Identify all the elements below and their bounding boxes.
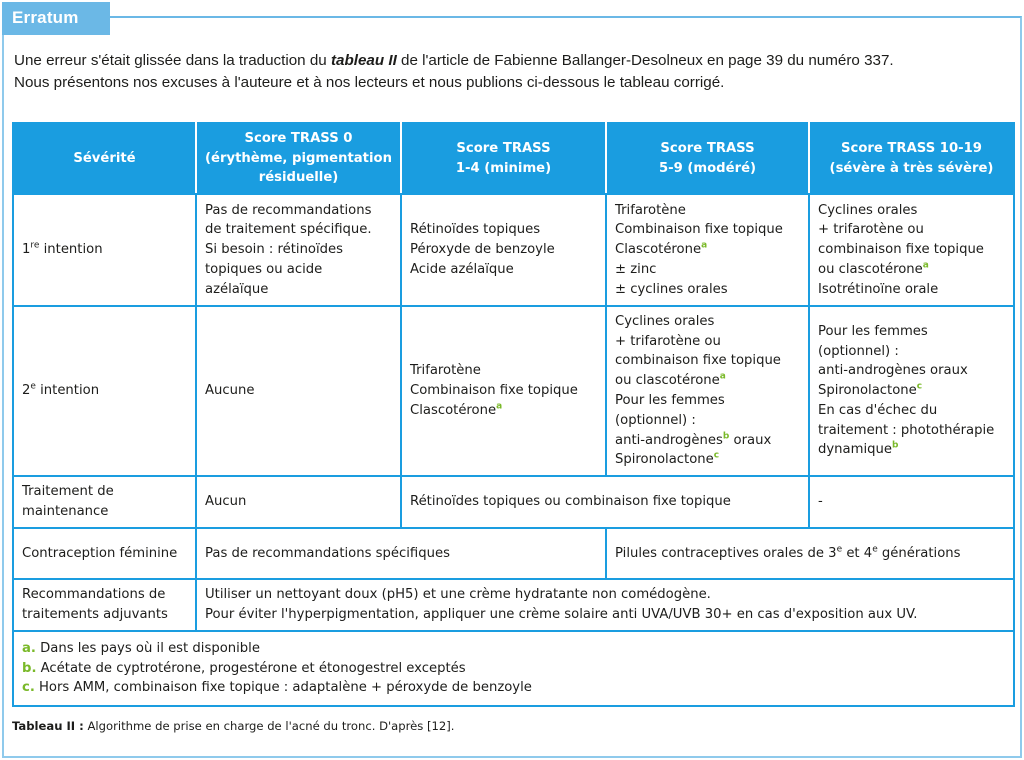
table-row-contraception [13, 528, 1014, 579]
row-label-adjuvant: Recommandations de traitements adjuvants [13, 579, 196, 631]
intro-line-1: Une erreur s'était glissée dans la traduction du tableau II de l'article de Fabienne Ballanger-Desolneux en page 39 du numéro 337. [14, 52, 894, 69]
footnote-b: b. Acétate de cyptrotérone, progestérone et étonogestrel exceptés [22, 660, 466, 676]
cell-adjuvant-text: Utiliser un nettoyant doux (pH5) et une crème hydratante non comédogène. Pour éviter l'hyperpigmentation, appliquer une crème solaire anti UVA/UVB 30+ en cas d'exposition aux UV. [196, 579, 1014, 631]
footnote-ref-a: a [496, 401, 503, 412]
cell-maintenance-trass1-9: Rétinoïdes topiques ou combinaison fixe topique [401, 476, 809, 528]
row-label-maintenance: Traitement de maintenance [13, 476, 196, 528]
table-header-row [13, 123, 1014, 194]
header-trass-10-19: Score TRASS 10-19 (sévère à très sévère) [809, 123, 1014, 194]
cell-second-line-trass10-19: Pour les femmes (optionnel) : anti-androgènes oraux Spironolactone$^c$ En cas d'échec du traitement : photothérapie dynamique$^b$ [809, 306, 1014, 476]
footnote-ref-c: c [713, 451, 720, 461]
table-row-first-line [13, 194, 1014, 306]
footnote-c: c. Hors AMM, combinaison fixe topique : adaptalène + péroxyde de benzoyle [22, 680, 532, 696]
header-trass-5-9: Score TRASS 5-9 (modéré) [606, 123, 809, 194]
cell-second-line-trass0: Aucune [196, 306, 401, 476]
table-row-adjuvant [13, 579, 1014, 631]
header-severity: Sévérité [13, 123, 196, 194]
footnote-ref-c: c [916, 381, 923, 392]
intro-line-2: Nous présentons nos excuses à l'auteure et à nos lecteurs et nous publions ci-dessous le tableau corrigé. [14, 74, 725, 91]
footnote-a: a. Dans les pays où il est disponible [22, 640, 260, 656]
cell-maintenance-trass10-19: - [809, 476, 1014, 528]
erratum-tag: Erratum [2, 2, 110, 35]
cell-first-line-trass1-4: Rétinoïdes topiques Péroxyde de benzoyle Acide azélaïque [401, 194, 606, 306]
footnote-ref-a: a [922, 260, 929, 271]
cell-contraception-trass0-4: Pas de recommandations spécifiques [196, 528, 606, 579]
footnotes-cell [13, 631, 1014, 706]
footnote-ref-b: b [722, 431, 730, 442]
cell-second-line-trass1-4: Trifarotène Combinaison fixe topique Clascotérone$^a$ [401, 306, 606, 476]
cell-maintenance-trass0: Aucun [196, 476, 401, 528]
cell-first-line-trass0: Pas de recommandations de traitement spécifique. Si besoin : rétinoïdes topiques ou acide azélaïque [196, 194, 401, 306]
row-label-first-line: 1re intention [13, 194, 196, 306]
table-reference: tableau II [330, 52, 397, 69]
table-row-maintenance [13, 476, 1014, 528]
row-label-contraception: Contraception féminine [13, 528, 196, 579]
intro-paragraph [14, 50, 1014, 94]
header-trass-1-4: Score TRASS 1-4 (minime) [401, 123, 606, 194]
header-trass-0: Score TRASS 0 (érythème, pigmentation résiduelle) [196, 123, 401, 194]
table-row-footnotes [13, 631, 1014, 706]
treatment-table [12, 122, 1015, 707]
table-caption: Tableau II : Algorithme de prise en charge de l'acné du tronc. D'après [12]. [12, 719, 455, 733]
table-row-second-line [13, 306, 1014, 476]
cell-second-line-trass5-9: Cyclines orales + trifarotène ou combinaison fixe topique ou clascotérone$^a$ Pour les femmes (optionnel) : anti-androgènes$^b$ oraux Spironolactone$^c$ [606, 306, 809, 476]
row-label-second-line: 2e intention [13, 306, 196, 476]
footnote-ref-a: a [701, 240, 708, 251]
cell-contraception-trass5-19: Pilules contraceptives orales de 3e et 4e générations [606, 528, 1014, 579]
cell-first-line-trass10-19: Cyclines orales + trifarotène ou combinaison fixe topique ou clascotérone$^a$ Isotrétinoïne orale [809, 194, 1014, 306]
cell-first-line-trass5-9: Trifarotène Combinaison fixe topique Clascotérone$^a$ ± zinc ± cyclines orales [606, 194, 809, 306]
footnote-ref-a: a [719, 371, 726, 382]
footnote-ref-b: b [891, 441, 899, 452]
